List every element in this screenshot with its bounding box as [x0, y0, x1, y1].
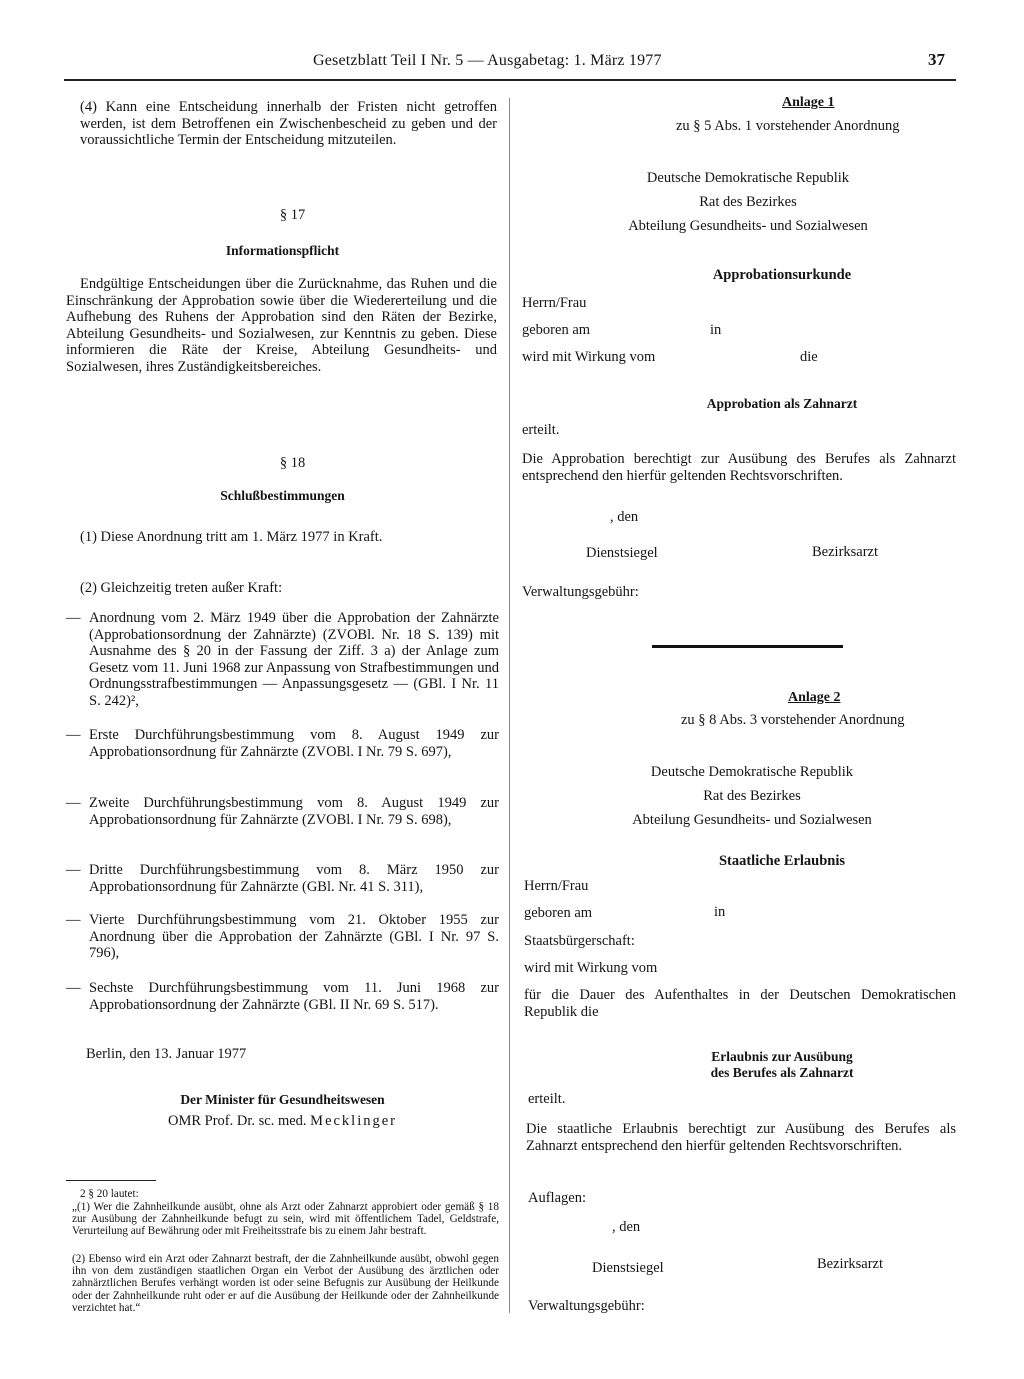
anlage-2-issuer-country: Deutsche Demokratische Republik: [650, 764, 854, 780]
anlage-1-reference: zu § 5 Abs. 1 vorstehender Anordnung: [676, 118, 900, 134]
anlage-2-dienstsiegel: Dienstsiegel: [592, 1260, 664, 1276]
anlage-1-dienstsiegel: Dienstsiegel: [586, 545, 658, 561]
anlage-1-in: in: [710, 322, 722, 338]
repealed-item-2: [66, 727, 499, 777]
repealed-item-text: Sechste Durchführungsbestimmung vom 11. Juni 1968 zur Approbationsordnung der Zahnärzte (GBl. II Nr. 69 S. 517).: [89, 980, 499, 1013]
section-17-title: Informationspflicht: [225, 243, 340, 258]
anlage-2-issuer-department: Abteilung Gesundheits- und Sozialwesen: [632, 812, 872, 828]
section-18-para-1: (1) Diese Anordnung tritt am 1. März 1977 in Kraft.: [80, 529, 383, 545]
anlage-1-gebuehr: Verwaltungsgebühr:: [522, 584, 639, 600]
anlage-1-issuer-department: Abteilung Gesundheits- und Sozialwesen: [628, 218, 868, 234]
gazette-title: Gesetzblatt Teil I Nr. 5 — Ausgabetag: 1. März 1977: [313, 52, 662, 69]
repealed-item-5: [66, 912, 499, 962]
anlage-2-erteilt: erteilt.: [528, 1091, 566, 1107]
anlage-2-geboren: geboren am: [524, 905, 593, 921]
anlage-2-date-line: , den: [612, 1219, 641, 1235]
anlage-1-bezirksarzt: Bezirksarzt: [812, 544, 879, 560]
anlage-1-date-line: , den: [610, 509, 639, 525]
anlage-2-title: Anlage 2: [788, 690, 841, 705]
anlage-1-issuer-council: Rat des Bezirkes: [699, 194, 797, 210]
dash-marker: —: [66, 795, 81, 811]
section-17-text: Endgültige Entscheidungen über die Zurücknahme, das Ruhen und die Einschränkung der Approbation sowie über die Wiedererteilung und die Aufhebung des Ruhens der Approbation sind den Räten der Bezirke, Abteilung Gesundheits- und Sozialwesen, zur Kenntnis zu geben. Diese informieren die Räte der Kreise, Abteilung Gesundheits- und Sozialwesen, ihres Zuständigkeitsbereiches.: [66, 276, 497, 375]
dash-marker: —: [66, 610, 81, 626]
repealed-item-4: [66, 862, 499, 896]
anlage-2-in: in: [714, 904, 726, 920]
anlage-2-erlaubnis-line-2: des Berufes als Zahnarzt: [710, 1065, 854, 1080]
footnote-para-1: „(1) Wer die Zahnheilkunde ausübt, ohne als Arzt oder Zahnarzt approbiert oder gemäß § 18 zur Ausübung der Zahnheilkunde befugt zu sein, wird mit öffentlichem Tadel, Geldstrafe, Verurteilung auf Bewährung oder mit Freiheitsstrafe bis zu einem Jahr bestraft.: [72, 1201, 499, 1238]
repealed-item-3: [66, 795, 499, 845]
footnote-para-2: (2) Ebenso wird ein Arzt oder Zahnarzt bestraft, der die Zahnheilkunde ausübt, obwohl gegen ihn von dem zuständigen staatlichen Organ ein Verbot der Ausübung des ärztlichen oder zahnärztlichen Berufes verhängt worden ist oder seine Befugnis zur Ausübung der Heilkunde oder der Zahnheilkunde ruht oder er auf die Ausübung der Heilkunde oder der Zahnheilkunde verzichtet hat.“: [72, 1253, 499, 1314]
anlage-2-text: Die staatliche Erlaubnis berechtigt zur Ausübung des Berufes als Zahnarzt entsprechend den hierfür geltenden Rechtsvorschriften.: [526, 1121, 956, 1154]
paragraph-4: (4) Kann eine Entscheidung innerhalb der Fristen nicht getroffen werden, ist dem Betroffenen ein Zwischenbescheid zu geben und der voraussichtliche Termin der Entscheidung mitzuteilen.: [80, 99, 497, 149]
dash-marker: —: [66, 980, 81, 996]
anlage-2-herr-frau: Herrn/Frau: [524, 878, 589, 894]
section-17-number: § 17: [279, 207, 306, 223]
right-column: [520, 0, 956, 1379]
anlage-1-issuer-country: Deutsche Demokratische Republik: [646, 170, 850, 186]
anlage-separator: [652, 645, 843, 648]
anlage-1-text: Die Approbation berechtigt zur Ausübung des Berufes als Zahnarzt entsprechend den hierfür geltenden Rechtsvorschriften.: [522, 451, 956, 484]
repealed-item-text: Erste Durchführungsbestimmung vom 8. August 1949 zur Approbationsordnung für Zahnärzte (ZVOBl. I Nr. 79 S. 697),: [89, 727, 499, 760]
repealed-item-6: [66, 980, 499, 1014]
section-18-number: § 18: [279, 455, 306, 471]
anlage-2-erlaubnis-line-1: Erlaubnis zur Ausübung: [711, 1049, 853, 1064]
footnote-heading: 2 § 20 lautet:: [80, 1188, 139, 1200]
anlage-2-staatsbuergerschaft: Staatsbürgerschaft:: [524, 933, 635, 949]
footnote-rule: [66, 1180, 156, 1181]
dash-marker: —: [66, 862, 81, 878]
anlage-1-die: die: [800, 349, 818, 365]
anlage-1-document-title: Approbationsurkunde: [712, 267, 852, 283]
anlage-2-reference: zu § 8 Abs. 3 vorstehender Anordnung: [681, 712, 905, 728]
anlage-2-wirkung: wird mit Wirkung vom: [524, 960, 658, 976]
minister-signature: [66, 1113, 499, 1130]
column-divider: [509, 98, 510, 1313]
anlage-2-gebuehr: Verwaltungsgebühr:: [528, 1298, 645, 1314]
anlage-1-wirkung: wird mit Wirkung vom: [522, 349, 656, 365]
anlage-2-document-title: Staatliche Erlaubnis: [718, 853, 846, 869]
section-18-para-2: (2) Gleichzeitig treten außer Kraft:: [80, 580, 283, 596]
repealed-item-text: Zweite Durchführungsbestimmung vom 8. August 1949 zur Approbationsordnung für Zahnärzte (ZVOBl. I Nr. 79 S. 698),: [89, 795, 499, 828]
left-column: [66, 0, 499, 1379]
anlage-1-title: Anlage 1: [782, 95, 835, 110]
minister-prefix: OMR Prof. Dr. sc. med.: [167, 1113, 307, 1129]
anlage-2-bezirksarzt: Bezirksarzt: [817, 1256, 884, 1272]
dash-marker: —: [66, 727, 81, 743]
anlage-2-auflagen: Auflagen:: [528, 1190, 586, 1206]
repealed-item-text: Dritte Durchführungsbestimmung vom 8. März 1950 zur Approbationsordnung für Zahnärzte (GBl. Nr. 41 S. 311),: [89, 862, 499, 895]
signature-date: Berlin, den 13. Januar 1977: [86, 1046, 247, 1062]
anlage-2-issuer-council: Rat des Bezirkes: [703, 788, 801, 804]
anlage-1-geboren: geboren am: [522, 322, 591, 338]
anlage-2-dauer: für die Dauer des Aufenthaltes in der Deutschen Demokratischen Republik die: [524, 987, 956, 1020]
section-18-title: Schlußbestimmungen: [220, 488, 345, 503]
repealed-item-text: Vierte Durchführungsbestimmung vom 21. Oktober 1955 zur Anordnung über die Approbation der Zahnärzte (GBl. I Nr. 97 S. 796),: [89, 912, 499, 962]
anlage-1-approbation-title: Approbation als Zahnarzt: [706, 396, 858, 411]
anlage-1-herr-frau: Herrn/Frau: [522, 295, 587, 311]
dash-marker: —: [66, 912, 81, 928]
minister-name: Mecklinger: [310, 1113, 398, 1129]
repealed-item-1: [66, 610, 499, 710]
minister-title: Der Minister für Gesundheitswesen: [180, 1092, 385, 1107]
page-number: 37: [928, 50, 945, 69]
repealed-item-text: Anordnung vom 2. März 1949 über die Approbation der Zahnärzte (Approbationsordnung der Zahnärzte) (ZVOBl. Nr. 18 S. 139) mit Ausnahme des § 20 in der Fassung der Ziff. 3 a) der Anlage zum Gesetz vom 11. Juni 1968 zur Anpassung von Strafbestimmungen und Ordnungsstrafbestimmungen — Anpassungsgesetz — (GBl. I Nr. 11 S. 242)²,: [89, 610, 499, 709]
anlage-1-erteilt: erteilt.: [522, 422, 560, 438]
